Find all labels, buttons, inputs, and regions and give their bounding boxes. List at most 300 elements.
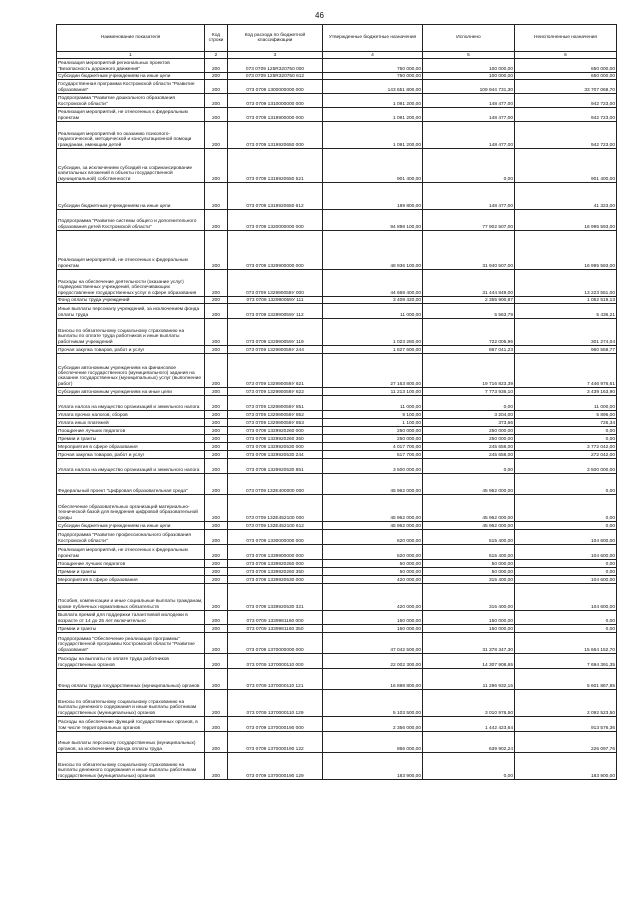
table-row xyxy=(57,94,617,108)
cell-budget-code: 073 0709 1329900000 000 xyxy=(228,231,323,270)
cell-approved: 45 962 000,00 xyxy=(323,474,423,495)
cell-budget-code: 073 0709 132990059У 119 xyxy=(228,319,323,346)
cell-name: Субсидии автономным учреждениям на иные цели xyxy=(57,388,205,396)
cell-executed: 245 658,00 xyxy=(423,451,515,459)
cell-line-code: 200 xyxy=(205,545,228,560)
cell-line-code: 200 xyxy=(205,560,228,568)
cell-name: Расходы на выплаты по оплате труда работников государственных органов xyxy=(57,654,205,669)
table-row xyxy=(57,396,617,411)
cell-approved: 3 408 420,00 xyxy=(323,297,423,304)
cell-name: Иные выплаты персоналу учреждений, за исключением фонда оплаты труда xyxy=(57,304,205,319)
cell-unexecuted: 901 400,00 xyxy=(515,149,617,183)
cell-name: Реализация мероприятий, не отнесенных к федеральным проектам xyxy=(57,108,205,122)
cell-budget-code: 073 0709 132E452100 000 xyxy=(228,495,323,522)
cell-line-code: 200 xyxy=(205,183,228,210)
cell-approved: 1 827 600,00 xyxy=(323,346,423,354)
cell-name: Реализация мероприятий, не отнесенных к федеральным проектам xyxy=(57,545,205,560)
cell-approved: 750 000,00 xyxy=(323,59,423,73)
cell-approved: 22 002 300,00 xyxy=(323,654,423,669)
cell-unexecuted: 0,00 xyxy=(515,611,617,625)
header-name: Наименование показателя xyxy=(57,25,205,52)
table-row xyxy=(57,451,617,459)
cell-unexecuted: 2 092 523,50 xyxy=(515,690,617,717)
cell-approved: 420 000,00 xyxy=(323,576,423,584)
cell-unexecuted: 0,00 xyxy=(515,427,617,435)
cell-unexecuted: 960 558,77 xyxy=(515,346,617,354)
cell-executed: 77 902 507,00 xyxy=(423,210,515,231)
cell-line-code: 200 xyxy=(205,73,228,80)
cell-executed: 148 477,00 xyxy=(423,108,515,122)
cell-executed: 45 962 000,00 xyxy=(423,474,515,495)
cell-unexecuted: 726,34 xyxy=(515,419,617,427)
cell-unexecuted: 650 000,00 xyxy=(515,73,617,80)
cell-approved: 45 962 000,00 xyxy=(323,522,423,530)
cell-approved: 5 103 500,00 xyxy=(323,690,423,717)
cell-line-code: 200 xyxy=(205,576,228,584)
table-row xyxy=(57,633,617,654)
cell-line-code: 200 xyxy=(205,625,228,633)
cell-approved: 27 163 800,00 xyxy=(323,354,423,388)
cell-approved: 1 023 280,00 xyxy=(323,319,423,346)
cell-approved: 183 900,00 xyxy=(323,753,423,780)
column-number: 3 xyxy=(228,52,323,59)
page-number: 46 xyxy=(315,11,324,20)
cell-budget-code: 073 0709 132E400000 000 xyxy=(228,474,323,495)
cell-executed: 19 716 823,39 xyxy=(423,354,515,388)
table-row xyxy=(57,576,617,584)
cell-line-code: 200 xyxy=(205,270,228,297)
cell-approved: 2 356 000,00 xyxy=(323,717,423,732)
table-row xyxy=(57,80,617,94)
cell-name: Подпрограмма "Развитие системы общего и дополнительного образования детей Костромской области" xyxy=(57,210,205,231)
cell-approved: 11 000,00 xyxy=(323,396,423,411)
cell-approved: 45 962 000,00 xyxy=(323,495,423,522)
cell-budget-code: 073 0709 1329920260 350 xyxy=(228,435,323,443)
cell-line-code: 200 xyxy=(205,732,228,753)
cell-budget-code: 073 0709 1339981160 350 xyxy=(228,625,323,633)
table-row xyxy=(57,530,617,545)
cell-executed: 31 940 507,00 xyxy=(423,231,515,270)
cell-executed: 50 000,00 xyxy=(423,568,515,576)
cell-name: Реализация мероприятий, не отнесенных к федеральным проектам xyxy=(57,231,205,270)
cell-line-code: 200 xyxy=(205,427,228,435)
cell-executed: 150 000,00 xyxy=(423,625,515,633)
table-row xyxy=(57,545,617,560)
table-row xyxy=(57,560,617,568)
cell-approved: 4 017 700,00 xyxy=(323,443,423,451)
table-row xyxy=(57,388,617,396)
cell-executed: 100 000,00 xyxy=(423,59,515,73)
cell-unexecuted: 7 446 976,61 xyxy=(515,354,617,388)
cell-executed: 639 902,24 xyxy=(423,732,515,753)
cell-budget-code: 073 0709 1329920530 244 xyxy=(228,451,323,459)
cell-budget-code: 073 0709 125R320750 000 xyxy=(228,59,323,73)
cell-executed: 315 400,00 xyxy=(423,576,515,584)
cell-budget-code: 073 0709 1370000110 000 xyxy=(228,654,323,669)
cell-name: Реализация мероприятий региональных проектов "Безопасность дорожного движения" xyxy=(57,59,205,73)
table-row xyxy=(57,435,617,443)
cell-budget-code: 073 0709 132990059У 852 xyxy=(228,411,323,419)
cell-budget-code: 073 0709 1339920530 000 xyxy=(228,576,323,584)
table-row xyxy=(57,625,617,633)
cell-name: Пособия, компенсации и иные социальные выплаты гражданам, кроме публичных нормативных обязательств xyxy=(57,584,205,611)
cell-unexecuted: 7 694 391,35 xyxy=(515,654,617,669)
table-row xyxy=(57,717,617,732)
cell-approved: 250 000,00 xyxy=(323,427,423,435)
cell-unexecuted: 41 323,00 xyxy=(515,183,617,210)
cell-unexecuted: 1 052 519,13 xyxy=(515,297,617,304)
cell-executed: 148 477,00 xyxy=(423,122,515,149)
cell-executed: 148 477,00 xyxy=(423,94,515,108)
cell-executed: 3 010 976,50 xyxy=(423,690,515,717)
cell-line-code: 200 xyxy=(205,568,228,576)
cell-name: Государственная программа Костромской области "Развитие образования" xyxy=(57,80,205,94)
cell-name: Подпрограмма "Развитие профессионального образования Костромской области" xyxy=(57,530,205,545)
cell-line-code: 200 xyxy=(205,435,228,443)
cell-unexecuted: 5 896,00 xyxy=(515,411,617,419)
column-number: 1 xyxy=(57,52,205,59)
cell-budget-code: 073 0709 125R320750 612 xyxy=(228,73,323,80)
column-number: 2 xyxy=(205,52,228,59)
cell-unexecuted: 11 000,00 xyxy=(515,396,617,411)
table-row xyxy=(57,149,617,183)
header-budget-code: Код расхода по бюджетной классификации xyxy=(228,25,323,52)
cell-unexecuted: 15 664 152,70 xyxy=(515,633,617,654)
header-unexecuted: Неисполненные назначения xyxy=(515,25,617,52)
table-row xyxy=(57,568,617,576)
cell-unexecuted: 650 000,00 xyxy=(515,59,617,73)
table-row xyxy=(57,319,617,346)
cell-name: Мероприятия в сфере образования xyxy=(57,443,205,451)
cell-unexecuted: 104 600,00 xyxy=(515,584,617,611)
header-row xyxy=(57,25,617,52)
cell-name: Обеспечение образовательных организаций материально-технической базой для внедрения цифровой образовательной среды xyxy=(57,495,205,522)
cell-name: Уплата налога на имущество организаций и земельного налога xyxy=(57,459,205,474)
cell-line-code: 200 xyxy=(205,297,228,304)
cell-name: Субсидии бюджетным учреждениям на иные цели xyxy=(57,522,205,530)
cell-budget-code: 073 0709 1310000000 000 xyxy=(228,94,323,108)
cell-line-code: 200 xyxy=(205,411,228,419)
cell-unexecuted: 3 772 042,00 xyxy=(515,443,617,451)
cell-unexecuted: 16 995 593,00 xyxy=(515,231,617,270)
cell-line-code: 200 xyxy=(205,654,228,669)
cell-budget-code: 073 0709 132990059У 111 xyxy=(228,297,323,304)
cell-line-code: 200 xyxy=(205,210,228,231)
cell-name: Уплата прочих налогов, сборов xyxy=(57,411,205,419)
cell-unexecuted: 942 723,00 xyxy=(515,108,617,122)
cell-line-code: 200 xyxy=(205,633,228,654)
cell-budget-code: 073 0709 1329920530 000 xyxy=(228,443,323,451)
cell-budget-code: 073 0709 132990059У 621 xyxy=(228,354,323,388)
cell-approved: 620 000,00 xyxy=(323,545,423,560)
cell-line-code: 200 xyxy=(205,94,228,108)
cell-line-code: 200 xyxy=(205,717,228,732)
cell-executed: 515 400,00 xyxy=(423,545,515,560)
cell-name: Субсидии автономным учреждениям на финансовое обеспечение государственного (муниципального) задания на оказание государственных (муниципальных) услуг (выполнение работ) xyxy=(57,354,205,388)
table-row xyxy=(57,210,617,231)
cell-approved: 143 651 800,00 xyxy=(323,80,423,94)
cell-budget-code: 073 0709 132990059У 244 xyxy=(228,346,323,354)
cell-budget-code: 073 0709 132990059У 853 xyxy=(228,419,323,427)
cell-line-code: 200 xyxy=(205,80,228,94)
cell-unexecuted: 183 900,00 xyxy=(515,753,617,780)
cell-unexecuted: 0,00 xyxy=(515,522,617,530)
cell-line-code: 200 xyxy=(205,346,228,354)
cell-approved: 50 000,00 xyxy=(323,560,423,568)
table-row xyxy=(57,419,617,427)
cell-line-code: 200 xyxy=(205,459,228,474)
cell-budget-code: 073 0709 132990059У 112 xyxy=(228,304,323,319)
table-row xyxy=(57,346,617,354)
cell-approved: 517 700,00 xyxy=(323,451,423,459)
cell-budget-code: 073 0709 1370000190 000 xyxy=(228,717,323,732)
cell-name: Прочая закупка товаров, работ и услуг xyxy=(57,346,205,354)
cell-name: Уплата налога на имущество организаций и земельного налога xyxy=(57,396,205,411)
cell-approved: 901 400,00 xyxy=(323,149,423,183)
cell-budget-code: 073 0709 1329920260 000 xyxy=(228,427,323,435)
cell-executed: 109 944 731,30 xyxy=(423,80,515,94)
cell-budget-code: 073 0709 1370000110 129 xyxy=(228,690,323,717)
cell-approved: 150 000,00 xyxy=(323,611,423,625)
column-number: 5 xyxy=(423,52,515,59)
cell-unexecuted: 0,00 xyxy=(515,474,617,495)
cell-line-code: 200 xyxy=(205,149,228,183)
table-row xyxy=(57,669,617,690)
table-row xyxy=(57,59,617,73)
cell-budget-code: 073 0709 1339920530 321 xyxy=(228,584,323,611)
header-executed: Исполнено xyxy=(423,25,515,52)
table-row xyxy=(57,270,617,297)
cell-unexecuted: 5 436,21 xyxy=(515,304,617,319)
cell-executed: 31 444 849,00 xyxy=(423,270,515,297)
cell-executed: 148 477,00 xyxy=(423,183,515,210)
header-approved: Утвержденные бюджетные назначения xyxy=(323,25,423,52)
header-line-code: Код строки xyxy=(205,25,228,52)
table-row xyxy=(57,474,617,495)
table-row xyxy=(57,354,617,388)
cell-budget-code: 073 0709 1319920650 612 xyxy=(228,183,323,210)
cell-line-code: 200 xyxy=(205,319,228,346)
cell-executed: 150 000,00 xyxy=(423,611,515,625)
cell-approved: 44 668 400,00 xyxy=(323,270,423,297)
column-number: 6 xyxy=(515,52,617,59)
cell-approved: 620 000,00 xyxy=(323,530,423,545)
cell-line-code: 200 xyxy=(205,669,228,690)
table-row xyxy=(57,459,617,474)
cell-approved: 94 898 100,00 xyxy=(323,210,423,231)
cell-unexecuted: 301 274,04 xyxy=(515,319,617,346)
cell-name: Прочая закупка товаров, работ и услуг xyxy=(57,451,205,459)
cell-approved: 189 800,00 xyxy=(323,183,423,210)
table-row xyxy=(57,231,617,270)
cell-line-code: 200 xyxy=(205,304,228,319)
cell-unexecuted: 104 600,00 xyxy=(515,530,617,545)
cell-executed: 315 400,00 xyxy=(423,584,515,611)
cell-line-code: 200 xyxy=(205,354,228,388)
cell-line-code: 200 xyxy=(205,495,228,522)
cell-approved: 9 100,00 xyxy=(323,411,423,419)
table-row xyxy=(57,611,617,625)
cell-name: Выплата премий для поддержки талантливой молодежи в возрасте от 14 до 25 лет включительно xyxy=(57,611,205,625)
cell-name: Уплата иных платежей xyxy=(57,419,205,427)
cell-budget-code: 073 0709 1330000000 000 xyxy=(228,530,323,545)
cell-executed: 245 658,00 xyxy=(423,443,515,451)
cell-line-code: 200 xyxy=(205,474,228,495)
cell-budget-code: 073 0709 1339900000 000 xyxy=(228,545,323,560)
cell-unexecuted: 13 223 551,00 xyxy=(515,270,617,297)
cell-line-code: 200 xyxy=(205,611,228,625)
cell-line-code: 200 xyxy=(205,522,228,530)
cell-approved: 1 100,00 xyxy=(323,419,423,427)
table-row xyxy=(57,753,617,780)
cell-name: Субсидии бюджетным учреждениям на иные цели xyxy=(57,183,205,210)
cell-budget-code: 073 0709 1370000190 129 xyxy=(228,753,323,780)
cell-unexecuted: 104 600,00 xyxy=(515,576,617,584)
cell-budget-code: 073 0709 1300000000 000 xyxy=(228,80,323,94)
cell-line-code: 200 xyxy=(205,753,228,780)
cell-unexecuted: 5 601 867,85 xyxy=(515,669,617,690)
cell-budget-code: 073 0709 1319900000 000 xyxy=(228,108,323,122)
cell-name: Расходы на обеспечение деятельности (оказание услуг) подведомственных учреждений, обеспечивающих предоставление государственных услуг в сфере образования xyxy=(57,270,205,297)
cell-executed: 31 378 347,30 xyxy=(423,633,515,654)
cell-name: Федеральный проект "Цифровая образовательная среда" xyxy=(57,474,205,495)
cell-unexecuted: 33 707 068,70 xyxy=(515,80,617,94)
cell-name: Расходы на обеспечение функций государственных органов, в том числе территориальных органов xyxy=(57,717,205,732)
cell-budget-code: 073 0709 1339920260 000 xyxy=(228,560,323,568)
cell-executed: 1 442 423,64 xyxy=(423,717,515,732)
cell-executed: 2 355 900,87 xyxy=(423,297,515,304)
cell-line-code: 200 xyxy=(205,584,228,611)
cell-budget-code: 073 0709 1370000000 000 xyxy=(228,633,323,654)
cell-budget-code: 073 0709 132990059У 000 xyxy=(228,270,323,297)
cell-unexecuted: 0,00 xyxy=(515,435,617,443)
cell-name: Взносы по обязательному социальному страхованию на выплаты по оплате труда работников и иные выплаты работникам учреждений xyxy=(57,319,205,346)
cell-unexecuted: 913 576,36 xyxy=(515,717,617,732)
cell-executed: 11 296 932,15 xyxy=(423,669,515,690)
cell-name: Подпрограмма "Обеспечение реализации программы" государственной программы Костромской области "Развитие образования" xyxy=(57,633,205,654)
table-row xyxy=(57,427,617,435)
cell-budget-code: 073 0709 1329920530 851 xyxy=(228,459,323,474)
cell-unexecuted: 942 723,00 xyxy=(515,94,617,108)
cell-budget-code: 073 0709 1319920650 000 xyxy=(228,122,323,149)
cell-name: Субсидии, за исключением субсидий на софинансирование капитальных вложений в объекты государственной (муниципальной) собственности xyxy=(57,149,205,183)
cell-executed: 14 307 908,65 xyxy=(423,654,515,669)
cell-budget-code: 073 0709 132990059У 622 xyxy=(228,388,323,396)
cell-approved: 47 042 500,00 xyxy=(323,633,423,654)
cell-executed: 722 005,96 xyxy=(423,319,515,346)
cell-budget-code: 073 0709 1370000190 122 xyxy=(228,732,323,753)
cell-unexecuted: 16 995 593,00 xyxy=(515,210,617,231)
cell-name: Поощрение лучших педагогов xyxy=(57,560,205,568)
cell-executed: 515 400,00 xyxy=(423,530,515,545)
cell-approved: 1 091 200,00 xyxy=(323,122,423,149)
cell-line-code: 200 xyxy=(205,451,228,459)
cell-name: Фонд оплаты труда государственных (муниципальных) органов xyxy=(57,669,205,690)
table-row xyxy=(57,297,617,304)
table-row xyxy=(57,108,617,122)
cell-name: Премии и гранты xyxy=(57,625,205,633)
cell-name: Подпрограмма "Развитие дошкольного образования Костромской области" xyxy=(57,94,205,108)
cell-line-code: 200 xyxy=(205,419,228,427)
cell-approved: 420 000,00 xyxy=(323,584,423,611)
column-number: 4 xyxy=(323,52,423,59)
cell-executed: 0,00 xyxy=(423,459,515,474)
cell-approved: 150 000,00 xyxy=(323,625,423,633)
column-number-row xyxy=(57,52,617,59)
cell-approved: 1 091 200,00 xyxy=(323,108,423,122)
cell-executed: 45 962 000,00 xyxy=(423,522,515,530)
cell-approved: 50 000,00 xyxy=(323,568,423,576)
cell-name: Поощрение лучших педагогов xyxy=(57,427,205,435)
cell-name: Взносы по обязательному социальному страхованию на выплаты денежного содержания и иные выплаты работникам государственных (муниципальных) органов xyxy=(57,690,205,717)
cell-unexecuted: 0,00 xyxy=(515,560,617,568)
cell-executed: 5 563,79 xyxy=(423,304,515,319)
cell-line-code: 200 xyxy=(205,690,228,717)
cell-budget-code: 073 0709 1339981160 000 xyxy=(228,611,323,625)
cell-line-code: 200 xyxy=(205,396,228,411)
cell-unexecuted: 226 097,76 xyxy=(515,732,617,753)
cell-budget-code: 073 0709 1339920260 350 xyxy=(228,568,323,576)
cell-line-code: 200 xyxy=(205,108,228,122)
cell-unexecuted: 0,00 xyxy=(515,495,617,522)
cell-budget-code: 073 0709 132E452100 612 xyxy=(228,522,323,530)
cell-executed: 867 041,23 xyxy=(423,346,515,354)
cell-executed: 3 204,00 xyxy=(423,411,515,419)
cell-executed: 0,00 xyxy=(423,149,515,183)
cell-line-code: 200 xyxy=(205,122,228,149)
cell-line-code: 200 xyxy=(205,59,228,73)
cell-executed: 0,00 xyxy=(423,753,515,780)
table-row xyxy=(57,690,617,717)
cell-approved: 11 000,00 xyxy=(323,304,423,319)
cell-unexecuted: 0,00 xyxy=(515,625,617,633)
cell-budget-code: 073 0709 1319920650 521 xyxy=(228,149,323,183)
cell-line-code: 200 xyxy=(205,443,228,451)
cell-unexecuted: 0,00 xyxy=(515,568,617,576)
cell-unexecuted: 272 042,00 xyxy=(515,451,617,459)
cell-approved: 11 213 100,00 xyxy=(323,388,423,396)
cell-name: Реализация мероприятий по оказанию психолого-педагогической, методической и консультационной помощи гражданам, имеющим детей xyxy=(57,122,205,149)
cell-name: Фонд оплаты труда учреждений xyxy=(57,297,205,304)
table-row xyxy=(57,411,617,419)
table-row xyxy=(57,584,617,611)
table-row xyxy=(57,73,617,80)
cell-approved: 16 898 800,00 xyxy=(323,669,423,690)
table-row xyxy=(57,732,617,753)
cell-budget-code: 073 0709 132990059У 851 xyxy=(228,396,323,411)
cell-line-code: 200 xyxy=(205,231,228,270)
cell-approved: 866 000,00 xyxy=(323,732,423,753)
cell-unexecuted: 3 439 163,90 xyxy=(515,388,617,396)
cell-executed: 100 000,00 xyxy=(423,73,515,80)
cell-approved: 250 000,00 xyxy=(323,435,423,443)
cell-executed: 7 773 936,10 xyxy=(423,388,515,396)
cell-executed: 0,00 xyxy=(423,396,515,411)
cell-budget-code: 073 0709 1320000000 000 xyxy=(228,210,323,231)
cell-approved: 3 500 000,00 xyxy=(323,459,423,474)
table-row xyxy=(57,654,617,669)
cell-approved: 48 936 100,00 xyxy=(323,231,423,270)
table-row xyxy=(57,122,617,149)
cell-line-code: 200 xyxy=(205,530,228,545)
cell-executed: 250 000,00 xyxy=(423,427,515,435)
table-row xyxy=(57,495,617,522)
cell-executed: 45 962 000,00 xyxy=(423,495,515,522)
cell-name: Субсидии бюджетным учреждениям на иные цели xyxy=(57,73,205,80)
cell-executed: 50 000,00 xyxy=(423,560,515,568)
cell-name: Мероприятия в сфере образования xyxy=(57,576,205,584)
cell-name: Взносы по обязательному социальному страхованию на выплаты денежного содержания и иные выплаты работникам государственных (муниципальных) органов xyxy=(57,753,205,780)
